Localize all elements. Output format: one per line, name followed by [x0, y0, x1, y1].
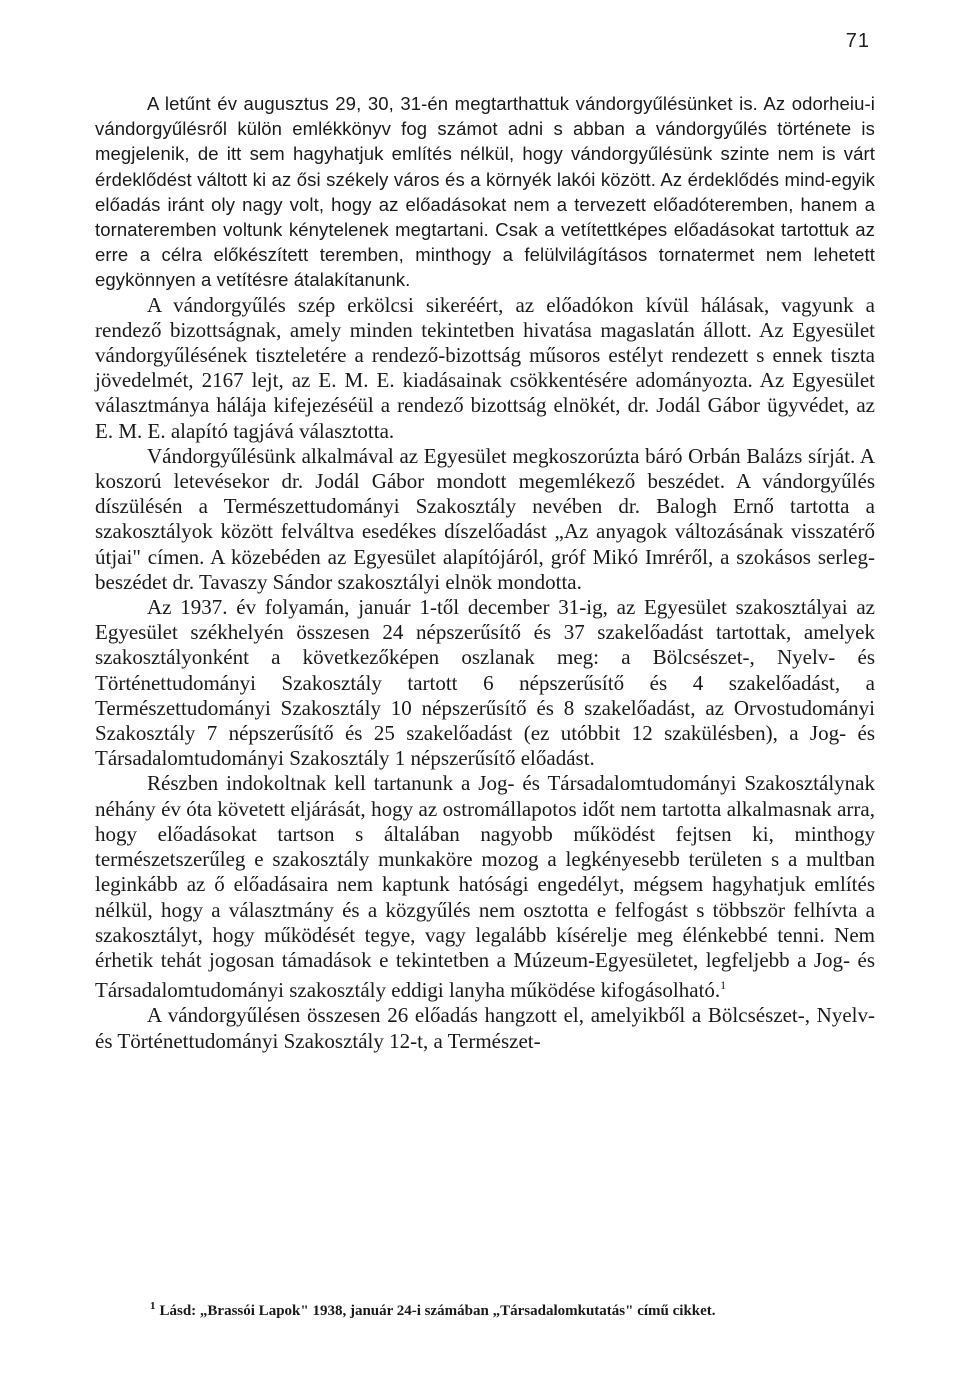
- body-text: [95, 91, 875, 1054]
- paragraph-1: A letűnt év augusztus 29, 30, 31-én megtarthattuk vándorgyűlésünket is. Az odorheiu-i vándorgyűlésről külön emlékkönyv fog számot adni s abban a vándorgyűlés története is megjelenik, de itt sem hagyhatjuk említés nélkül, hogy vándorgyűlésünk szinte nem is várt érdeklődést váltott ki az ősi székely város és a környék lakói között. Az érdeklődés mind-egyik előadás iránt oly nagy volt, hogy az előadásokat nem a tervezett előadóteremben, hanem a tornateremben voltunk kénytelenek megtartani. Csak a vetítettképes előadásokat tartottuk az erre a célra előkészített teremben, minthogy a felülvilágításos tornatermet nem lehetett egykönnyen a vetítésre átalakítanunk.: [95, 93, 875, 291]
- footnote-ref: 1: [720, 978, 727, 993]
- paragraph-4: Az 1937. év folyamán, január 1-től december 31-ig, az Egyesület szakosztályai az Egyesület székhelyén összesen 24 népszerűsítő és 37 szakelőadást tartottak, amelyek szakosztályonként a következőképen oszlanak meg: a Bölcsészet-, Nyelv- és Történettudományi Szakosztály tartott 6 népszerűsítő és 4 szakelőadást, a Természettudományi Szakosztály 10 népszerűsítő és 8 szakelőadást, az Orvostudományi Szakosztály 7 népszerűsítő és 25 szakelőadást (ez utóbbit 12 szakülésben), a Jog- és Társadalomtudományi Szakosztály 1 népszerűsítő előadást.: [95, 595, 875, 771]
- paragraph-6: A vándorgyűlésen összesen 26 előadás hangzott el, amelyikből a Bölcsészet-, Nyelv- és Történettudományi Szakosztály 12-t, a Természet-: [95, 1003, 875, 1053]
- paragraph-5: [95, 771, 875, 1003]
- footnotes: [150, 1296, 890, 1321]
- footnote-mark: 1: [150, 1300, 156, 1312]
- paragraph-3: Vándorgyűlésünk alkalmával az Egyesület megkoszorúzta báró Orbán Balázs sírját. A koszorú letevésekor dr. Jodál Gábor mondott megemlékező beszédet. A vándorgyűlés díszülésén a Természettudományi Szakosztály nevében dr. Balogh Ernő tartotta a szakosztályok között felváltva esedékes díszelőadást „Az anyagok változásának visszatérő útjai" címen. A közebéden az Egyesület alapítójáról, gróf Mikó Imréről, a szokásos serleg-beszédet dr. Tavaszy Sándor szakosztályi elnök mondotta.: [95, 443, 875, 594]
- page-number: 71: [845, 30, 870, 52]
- footnote-1: [150, 1296, 890, 1321]
- footnote-text: Lásd: „Brassói Lapok" 1938, január 24-i számában „Társadalomkutatás" című cikket.: [159, 1303, 716, 1319]
- paragraph-5-text: Részben indokoltnak kell tartanunk a Jog- és Társadalomtudományi Szakosztálynak néhány év óta követett eljárását, hogy az ostromállapotos időt nem tartotta alkalmasnak arra, hogy előadásokat tartson s általában nagyobb működést fejtsen ki, minthogy természetszerűleg e szakosztály munkaköre mozog a legkényesebb területen s a multban leginkább az ő előadásaira nem kaptunk hatósági engedélyt, mégsem hagyhatjuk említés nélkül, hogy a választmány és a közgyűlés nem osztotta e felfogást s többször felhívta a szakosztályt, hogy működését tegye, vagy legalább kísérelje meg élénkebbé tenni. Nem érhetik tehát jogosan támadások e tekintetben a Múzeum-Egyesületet, legfeljebb a Jog- és Társadalomtudományi szakosztály eddigi lanyha működése kifogásolható.: [95, 771, 875, 1003]
- paragraph-2: A vándorgyűlés szép erkölcsi sikeréért, az előadókon kívül hálásak, vagyunk a rendező bizottságnak, amely minden tekintetben hivatása magaslatán állott. Az Egyesület vándorgyűlésének tiszteletére a rendező-bizottság műsoros estélyt rendezett s ennek tiszta jövedelmét, 2167 lejt, az E. M. E. kiadásainak csökkentésére adományozta. Az Egyesület választmánya hálája kifejezéséül a rendező bizottság elnökét, dr. Jodál Gábor ügyvédet, az E. M. E. alapító tagjává választotta.: [95, 292, 875, 443]
